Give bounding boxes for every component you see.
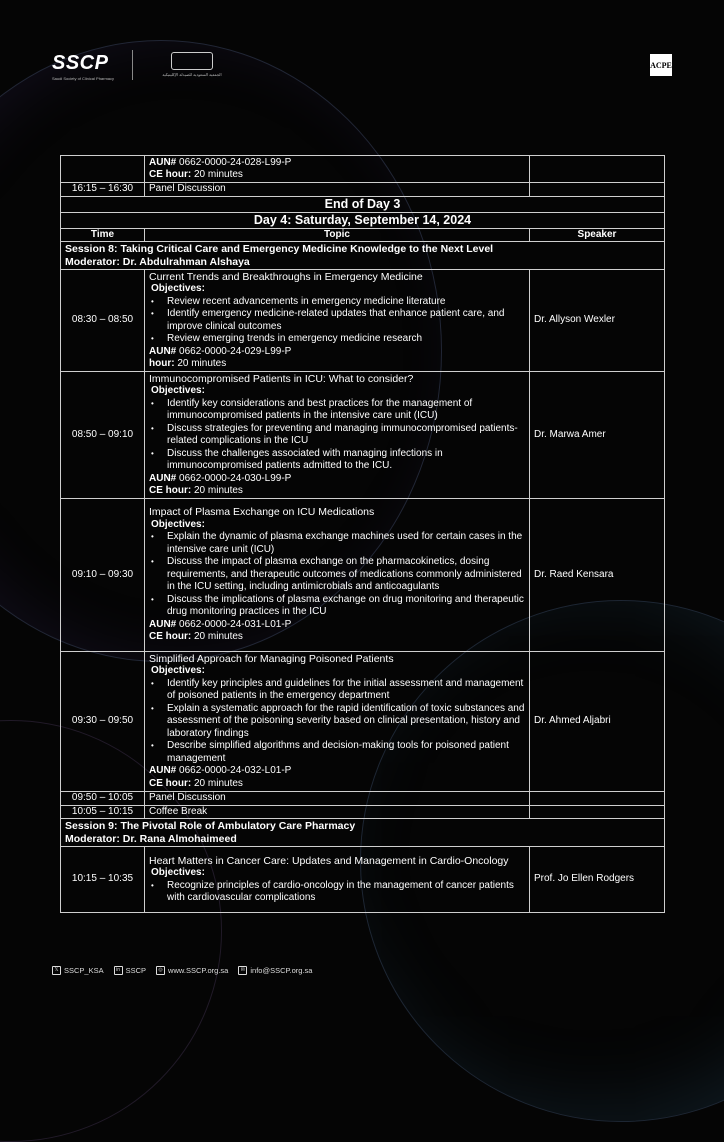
footer	[52, 966, 312, 975]
partner-logo-mark-icon	[171, 52, 213, 70]
header-logos	[52, 50, 672, 80]
footer-web[interactable]: ◎ www.SSCP.org.sa	[156, 966, 228, 975]
table-row: 09:30 – 09:50 Simplified Approach for Managing Poisoned Patients Objectives: • Identify key principles and guidelines for the initial assessment and management of poisoned patients in the emergency department • Explain a systematic approach for the rapid identification of toxic substances and assessment of the poisoning severity based on clinical presentation, history and laboratory findings • Describe simplified algorithms and decision-making tools for poisoned patient management AUN# 0662-0000-24-032-L01-P CE hour: 20 minutes Dr. Ahmed Aljabri	[61, 652, 665, 792]
table-row	[61, 212, 665, 228]
table-row: 08:30 – 08:50 Current Trends and Breakthroughs in Emergency Medicine Objectives: • Review recent advancements in emergency medicine literature • Identify emergency medicine-related updates that enhance patient care, and improve clinical outcomes • Review emerging trends in emergency medicine research AUN# 0662-0000-24-029-L99-P hour: 20 minutes Dr. Allyson Wexler	[61, 270, 665, 372]
day-heading: Day 4: Saturday, September 14, 2024	[61, 212, 665, 228]
session-row: Session 8: Taking Critical Care and Emergency Medicine Knowledge to the Next Level Moderator: Dr. Abdulrahman Alshaya	[61, 242, 665, 270]
x-icon: 𝕏	[52, 966, 61, 975]
footer-x[interactable]: 𝕏 SSCP_KSA	[52, 966, 104, 975]
table-header: Time Topic Speaker	[61, 228, 665, 242]
partner-logo: الجمعية السعودية للصيدلة الإكلينيكية	[142, 52, 242, 78]
table-row: 09:10 – 09:30 Impact of Plasma Exchange on ICU Medications Objectives: • Explain the dynamic of plasma exchange machines used for certain cases in the intensive care unit (ICU) • Discuss the impact of plasma exchange on the pharmacokinetics, dosing requirements, and therapeutic outcomes of medications commonly administered in the ICU setting, including antimicrobials and anticoagulants • Discuss the implications of plasma exchange on drug monitoring and therapeutic drug monitoring practices in the ICU AUN# 0662-0000-24-031-L01-P CE hour: 20 minutes Dr. Raed Kensara	[61, 499, 665, 652]
linkedin-icon: in	[114, 966, 123, 975]
footer-email[interactable]: ✉ info@SSCP.org.sa	[238, 966, 312, 975]
table-row: AUN# 0662-0000-24-028-L99-P CE hour: 20 minutes	[61, 156, 665, 183]
table-row	[61, 196, 665, 212]
sscp-logo: SSCP Saudi Society of Clinical Pharmacy	[52, 52, 115, 81]
table-row: 08:50 – 09:10 Immunocompromised Patients in ICU: What to consider? Objectives: • Identify key considerations and best practices for the management of immunocompromised patients in the intensive care unit (ICU) • Discuss strategies for preventing and managing immunocompromised patients-related complications in the ICU • Discuss the challenges associated with managing infections in immunocompromised patients admitted to the ICU. AUN# 0662-0000-24-030-L99-P CE hour: 20 minutes Dr. Marwa Amer	[61, 372, 665, 499]
table-row: 10:15 – 10:35 Heart Matters in Cancer Care: Updates and Management in Cardio-Oncology Objectives: • Recognize principles of cardio-oncology in the management of cancer patients with cardiovascular complications Prof. Jo Ellen Rodgers	[61, 847, 665, 913]
acpe-logo: ACPE	[650, 54, 672, 76]
logo-divider	[132, 50, 133, 80]
end-of-day-label: End of Day 3	[61, 196, 665, 212]
table-row: 10:05 – 10:15 Coffee Break	[61, 805, 665, 819]
session-row: Session 9: The Pivotal Role of Ambulatory Care Pharmacy Moderator: Dr. Rana Almohaimeed	[61, 819, 665, 847]
footer-linkedin[interactable]: in SSCP	[114, 966, 146, 975]
table-row: 09:50 – 10:05 Panel Discussion	[61, 792, 665, 806]
table-row: 16:15 – 16:30 Panel Discussion	[61, 183, 665, 197]
email-icon: ✉	[238, 966, 247, 975]
schedule-table	[60, 155, 665, 913]
globe-icon: ◎	[156, 966, 165, 975]
